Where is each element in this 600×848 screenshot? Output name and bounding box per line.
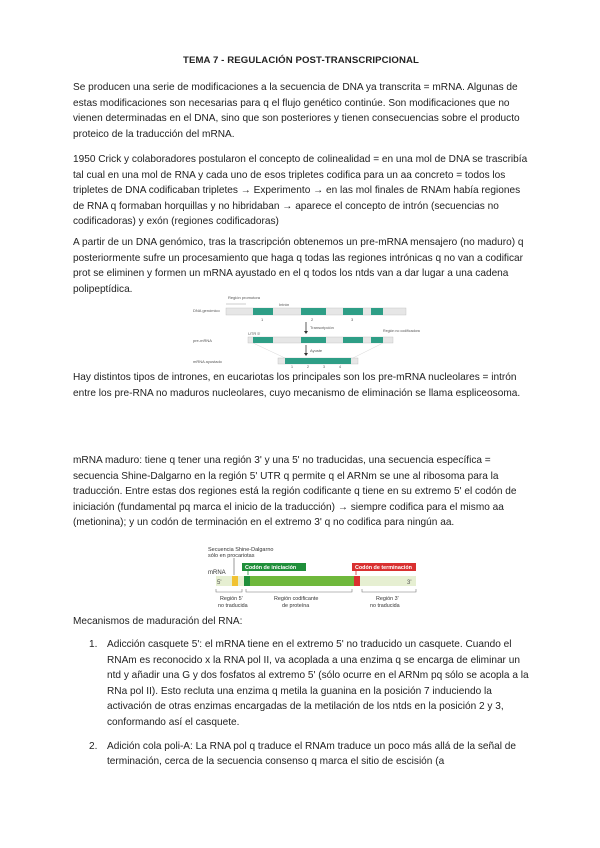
- promoter-label: Región promotora: [228, 295, 261, 300]
- svg-text:3: 3: [351, 317, 354, 322]
- list-item: 1. Adicción casquete 5': el mRNA tiene en el extremo 5' no traducido un casquete. Cuando el RNAm es reconocido x la RNA pol II, va acoplada a una enzima q se encarga de eliminar un ntd y añadir una G y dos fosfatos al extremo 5' (sólo ocurre en el ARNm pq sólo se acopla a la RNa pol II). Esto recluta una enzima q metila la guanina en la posición 7 induciendo la activación de otras enzimas encargadas de la metilación de los ntds en la posición 2 y 3, conformando así el casquete.: [89, 639, 529, 728]
- svg-text:1: 1: [291, 365, 293, 368]
- svg-text:de proteína: de proteína: [282, 603, 310, 609]
- shine-sub-label: sólo en procariotas: [208, 553, 255, 559]
- paragraph-mechanisms: Mecanismos de maduración del RNA:: [73, 616, 243, 627]
- maturation-list: [73, 637, 529, 778]
- shine-box: [232, 576, 238, 586]
- paragraph-colinearity: 1950 Crick y colaboradores postularon el concepto de colinealidad = en una mol de DNA se trascribía tal cual en una mol de RNA y cada uno de esos tripletes codifica para un aa concreto = todos los tripletes de DNA codificaban tripletes → Experimento → en las mol finales de RNAm había regiones de RNA q formaban horquillas y no hibridaban → aparece el concepto de intrón (secuencias no codificadoras) y exón (regiones codificadoras): [73, 154, 528, 228]
- list-item: 2. Adición cola poli-A: La RNA pol q traduce el RNAm traduce un poco más allá de la señal de terminación, cerca de la secuencia consenso q marca el sitio de escisión (a: [89, 740, 517, 768]
- paragraph-introns: Hay distintos tipos de intrones, en eucariotas los principales son los pre-mRNA nucleolares = intrón entre los pre-RNA no maduros nucleolares, cuyo mecanismo de eliminación se llama espliceosoma.: [73, 372, 521, 399]
- stop-codon-box: [354, 576, 360, 586]
- mrna-spliced-label: mRNA ayustado: [193, 359, 222, 364]
- svg-text:Región 3': Región 3': [376, 596, 399, 602]
- premrna-label: pre-mRNA: [193, 338, 212, 343]
- svg-text:no traducida: no traducida: [218, 603, 248, 609]
- splicing-diagram: [193, 292, 423, 368]
- page-title: TEMA 7 - REGULACIÓN POST-TRANSCRIPCIONAL: [182, 55, 420, 66]
- dna-exon-4: [371, 308, 383, 315]
- paragraph-premrna: A partir de un DNA genómico, tras la trascripción obtenemos un pre-mRNA mensajero (no maduro) q posteriormente sufre un procesamiento que haga q todas las regiones intrónicas q no van a codificar prot se eliminen y formen un mRNA ayustado en el q todos los ntds van a dar lugar a una cadena polipeptídica.: [73, 237, 524, 295]
- splicing-label: Ayuste: [310, 348, 323, 353]
- dna-exon-2: [301, 308, 326, 315]
- stop-codon-label: Codón de terminación: [355, 565, 412, 571]
- list-item-text: Adición cola poli-A: La RNA pol q traduce el RNAm traduce un poco más allá de la señal de terminación, cerca de la secuencia consenso q marca el sitio de escisión (a: [107, 740, 517, 768]
- dna-exon-3: [343, 308, 363, 315]
- dna-exon-1: [253, 308, 273, 315]
- svg-text:1: 1: [261, 317, 264, 322]
- svg-text:2: 2: [311, 317, 314, 322]
- coding-region-bar: [244, 576, 354, 586]
- intron-label: Intrón: [279, 302, 290, 307]
- svg-text:Región codificante: Región codificante: [274, 596, 319, 602]
- svg-text:5': 5': [217, 580, 222, 586]
- shine-label: Secuencia Shine-Dalgarno: [208, 547, 274, 553]
- svg-text:no traducida: no traducida: [370, 603, 400, 609]
- svg-text:Región 5': Región 5': [220, 596, 243, 602]
- svg-text:3': 3': [407, 580, 412, 586]
- mrna-label: mRNA: [208, 570, 226, 576]
- start-codon-label: Codón de iniciación: [245, 565, 297, 571]
- transcription-label: Transcripción: [310, 325, 334, 330]
- svg-text:2: 2: [307, 365, 309, 368]
- svg-text:4: 4: [339, 365, 341, 368]
- start-codon-box: [244, 576, 250, 586]
- utr-label: UTR 5': [248, 331, 261, 336]
- mrna-structure-diagram: [204, 543, 424, 615]
- paragraph-mature-mrna: mRNA maduro: tiene q tener una región 3' y una 5' no traducidas, una secuencia específica = secuencia Shine-Dalgarno en la región 5' UTR q permite q el ARNm se une al ribosoma para la traducción. Entre estas dos regiones está la región codificante q tiene en su extremo 5' el codón de iniciación (fundamental pq marca el inicio de la traducción) → siempre codifica para el mismo aa (metionina); y un codón de terminación en el extremo 3' q no codifica para ningún aa.: [73, 455, 517, 529]
- svg-text:3: 3: [323, 365, 325, 368]
- list-item-text: Adicción casquete 5': el mRNA tiene en el extremo 5' no traducido un casquete. Cuando el RNAm es reconocido x la RNA pol II, va acoplada a una enzima q se encarga de eliminar un ntd y añadir una G y dos fosfatos al extremo 5' (sólo ocurre en el ARNm pq sólo se acopla a la RNa pol II). Esto recluta una enzima q metila la guanina en la posición 7 induciendo la activación de otras enzimas encargadas de la metilación de los ntds en la posición 2 y 3, conformando así el casquete.: [107, 639, 529, 728]
- dna-label: DNA genómico: [193, 308, 220, 313]
- noncoding-label: Región no codificadora: [383, 329, 420, 333]
- paragraph-intro: Se producen una serie de modificaciones a la secuencia de DNA ya transcrita = mRNA. Algunas de estas modificaciones son necesarias para q el flujo genético continúe. Son modificaciones que no vienen determinadas en el DNA, sino que son posteriores y tienen consecuencias sobre el producto proteico de la traducción del mRNA.: [73, 82, 520, 140]
